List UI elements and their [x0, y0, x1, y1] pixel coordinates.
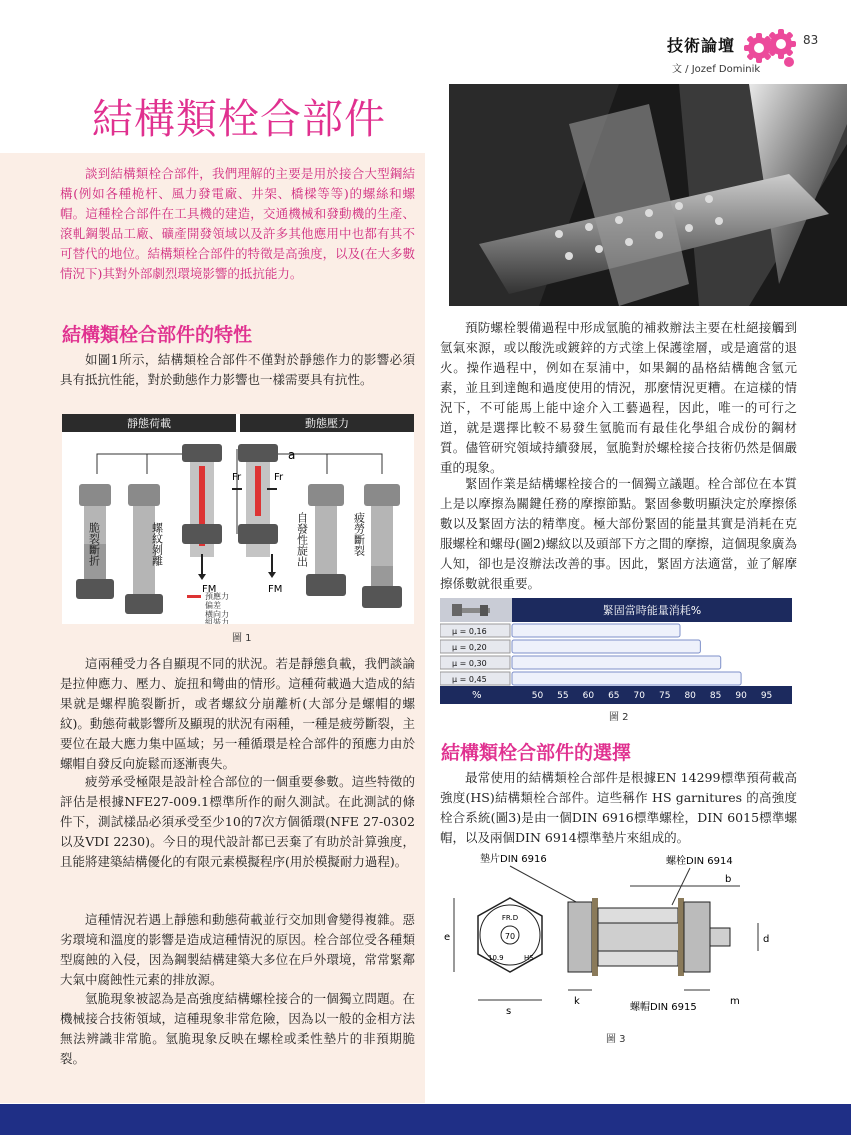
label-fatigue: 疲勞斷裂: [352, 512, 366, 556]
head-marking-top: FR.D: [501, 914, 519, 922]
dim-e: e: [444, 932, 451, 943]
dim-s: s: [506, 1006, 512, 1017]
section-title: 技術論壇: [667, 36, 736, 55]
label-fracture: 脆裂斷折: [87, 522, 101, 566]
chart-title: 緊固當時能量消耗%: [602, 604, 702, 617]
figure-1-caption: 圖 1: [232, 633, 252, 644]
axis-tick-label: 70: [633, 691, 645, 701]
axis-tick-label: 80: [684, 691, 696, 701]
energy-bar: [512, 640, 700, 653]
section-heading-selection: 結構類栓合部件的選擇: [441, 742, 632, 764]
paragraph: 這種情況若遇上靜態和動態荷載並行交加則會變得複雜。惡劣環境和溫度的影響是造成這種情況的原因。栓合部位受各種類型腐蝕的入侵，因為鋼製結構建築大多位在戶外環境，常常緊鄰大氣中腐蝕性元素的排放源。: [60, 912, 415, 987]
paragraph: 預防螺栓製備過程中形成氫脆的補救辦法主要在杜絕接觸到氫氣來源，或以酸洗或鍍鋅的方式塗上保護塗層，或是適當的退火。操作過程中，例如在泵浦中，如果鋼的晶格結構飽含氫元素，並且到達飽和過度使用的情況，那麼情況更糟。在這樣的情況下，不可能馬上能中途介入工藝過程，因此，唯一的可行之道，就是選擇比較不易發生氫脆而有最佳化學組合成份的鋼材質。儘管研究領域持續發展，氫脆對於螺栓接合技術仍然是個嚴重的現象。: [440, 320, 797, 475]
label-self-loosening: 自發性旋出: [295, 512, 309, 567]
paragraph: 如圖1所示，結構類栓合部件不僅對於靜態作力的影響必須具有抵抗性能，對於動態作力影響也一樣需要具有抗性。: [60, 352, 415, 387]
axis-tick-label: 95: [760, 691, 773, 701]
paragraph: 這兩種受力各自顯現不同的狀況。若是靜態負載，我們談論是拉伸應力、壓力、旋扭和彎曲的情形。這種荷載過大造成的結果就是螺桿脆裂斷折，或者螺紋分崩離析(大部分是螺帽的螺紋)。動態荷載影響所及顯現的狀況有兩種，一種是疲勞斷裂，主要位在最大應力集中區域；另一種循環是栓合部件的預應力由於螺帽自發反向旋鬆而逐漸喪失。: [60, 656, 415, 771]
dim-b: b: [725, 874, 732, 885]
row-label: μ = 0,16: [452, 627, 487, 636]
article-title: 結構類栓合部件: [92, 95, 386, 143]
label-ft-left: Fr: [232, 472, 242, 483]
label-thread-strip: 螺紋剝離: [150, 522, 164, 566]
head-marking-right: HS: [524, 954, 534, 962]
paragraph: 緊固作業是結構螺栓接合的一個獨立議題。栓合部位在本質上是以摩擦為關鍵任務的摩擦節點。緊固參數明顯決定於摩擦係數以及緊固方法的精準度。極大部份緊固的能量其實是消耗在克服螺栓和螺母(圖2)螺紋以及頭部下方之間的摩擦，這個現象廣為人知，卻也是沒辦法改善的事。因此，緊固方法適當，並了解摩擦係數就很重要。: [440, 476, 797, 591]
legend-deviation: 偏差: [205, 601, 221, 610]
bolt-label: 螺栓DIN 6914: [666, 856, 733, 867]
head-marking-left: 10.9: [488, 954, 504, 962]
dim-d: d: [763, 934, 770, 945]
label-ft-right: Fr: [274, 472, 284, 483]
figure-3: [440, 850, 800, 1026]
bolt-dynamic: [232, 444, 278, 578]
axis-tick-label: 50: [531, 691, 544, 701]
bolt-preload: [182, 444, 237, 580]
dynamic-load-header: 動態壓力: [305, 417, 349, 430]
page-number: 83: [803, 33, 819, 47]
axis-tick-label: 60: [582, 691, 595, 701]
axis-tick-label: 90: [735, 691, 747, 701]
gear-logo-icon: [743, 22, 799, 72]
label-fm-right: FM: [268, 584, 283, 595]
dim-m: m: [730, 996, 740, 1007]
figure-2-chart: [440, 598, 792, 704]
footer-bar: [0, 1104, 851, 1135]
row-label: μ = 0,30: [452, 659, 487, 668]
label-fm-left: FM: [202, 584, 217, 595]
figure-1: [62, 414, 414, 624]
axis-tick-label: 85: [709, 691, 722, 701]
paragraph: 氫脆現象被認為是高強度結構螺栓接合的一個獨立問題。在機械接合技術領域，這種現象非常危險，因為以一般的金相方法無法辨識非常脆。氫脆現象反映在螺栓或柔性墊片的非預期脆裂。: [60, 991, 415, 1066]
hex-head-view: [444, 898, 542, 1017]
legend-lateral: 橫向力: [205, 610, 229, 619]
energy-bar: [512, 656, 721, 669]
row-label: μ = 0,20: [452, 643, 487, 652]
axis-label: %: [472, 690, 482, 701]
figure-2-caption: 圖 2: [609, 712, 629, 723]
row-label: μ = 0,45: [452, 675, 487, 684]
legend-assembly: 組裝力: [205, 618, 229, 624]
energy-bar: [512, 624, 680, 637]
energy-bar: [512, 672, 741, 685]
bolt-assembly-side-view: [568, 874, 769, 1013]
bolt-self-loosening: [306, 484, 346, 596]
nut-label: 螺帽DIN 6915: [630, 1002, 697, 1013]
axis-tick-label: 55: [557, 691, 569, 701]
legend-preload: 預應力: [205, 592, 229, 601]
author: 文 / Jozef Dominik: [672, 64, 761, 75]
axis-tick-label: 65: [608, 691, 620, 701]
paragraph: 最常使用的結構類栓合部件是根據EN 14299標準預荷載高強度(HS)結構類栓合部件。這些稱作 HS garnitures 的高強度栓合系統(圖3)是由一個DIN 6916標準螺栓，DIN 6015標準螺帽，以及兩個DIN 6914標準墊片來組成的。: [440, 770, 797, 845]
head-marking-center: 70: [504, 932, 516, 941]
label-a: a: [288, 448, 296, 462]
dim-k: k: [574, 996, 580, 1007]
section-heading-properties: 結構類栓合部件的特性: [62, 324, 253, 346]
steel-structure-photo: [449, 84, 847, 306]
intro-paragraph: 談到結構類栓合部件，我們理解的主要是用於接合大型鋼結構(例如各種桅杆、風力發電廠、井架、橋樑等等)的螺絲和螺帽。這種栓合部件在工具機的建造，交通機械和發動機的生產、滾軋鋼製品工廠、礦產開發領域以及許多其他應用中也都有其不可替代的地位。結構類栓合部件的特徵是高強度，以及(在大多數情況下)其對外部劇烈環境影響的抵抗能力。: [60, 166, 415, 281]
bolt-fatigue: [362, 484, 402, 608]
paragraph: 疲勞承受極限是設計栓合部位的一個重要參數。這些特徵的評估是根據NFE27-009.1標準所作的耐久測試。在此測試的條件下，測試樣品必須承受至少10的7次方個循環(NFE 27-0302以及VDI 2230)。今日的現代設計都已丟棄了有助於計算強度，且能將建築結構優化的有限元素模擬程序(用於模擬耐力過程)。: [60, 774, 415, 869]
washer-label: 墊片DIN 6916: [480, 854, 547, 865]
static-load-header: 靜態荷載: [127, 417, 171, 430]
figure-3-caption: 圖 3: [606, 1034, 626, 1045]
axis-tick-label: 75: [659, 691, 671, 701]
energy-consumption-chart: [440, 598, 792, 704]
